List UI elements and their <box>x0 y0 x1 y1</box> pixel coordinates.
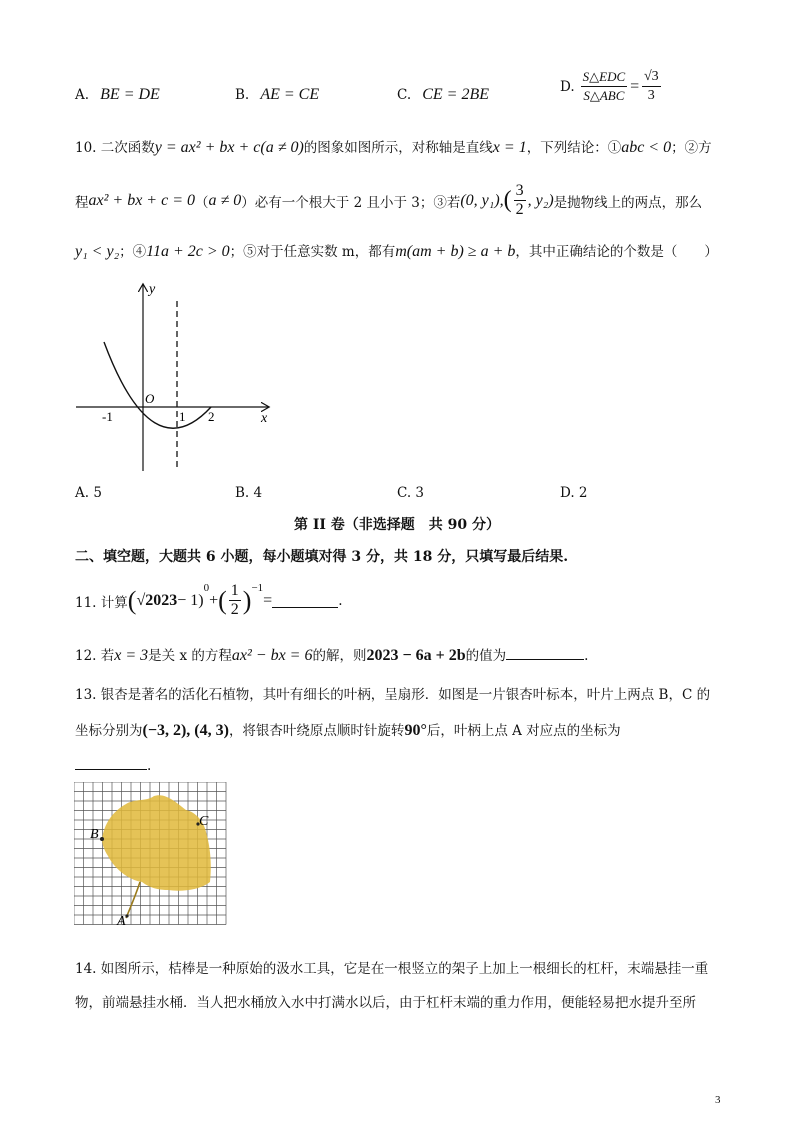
q13-answer-blank[interactable] <box>75 755 147 770</box>
q12: 12. 若x = 3是关 x 的方程ax² − bx = 6的解，则2023 − 6a + 2b的值为 . <box>75 647 589 664</box>
parabola-curve <box>104 342 211 428</box>
tick-label-neg1: -1 <box>102 409 113 424</box>
point-a-label: A <box>117 914 126 928</box>
q9-option-c: C. CE = 2BE <box>397 86 490 103</box>
q10-line-1: 10. 二次函数y = ax² + bx + c(a ≠ 0)的图象如图所示，对称轴是直线x = 1，下列结论：①abc < 0；②方 <box>75 139 712 156</box>
ginkgo-leaf <box>102 795 211 891</box>
q12-answer-blank[interactable] <box>506 645 584 660</box>
half-fraction: $\frac{1}{2}$ <box>230 582 239 618</box>
origin-label: O <box>145 391 155 406</box>
ginkgo-grid-figure <box>74 782 228 928</box>
section2-heading: 二、填空题，大题共 6 小题，每小题填对得 3 分，共 18 分，只填写最后结果. <box>75 549 569 565</box>
page-number: 3 <box>715 1094 721 1106</box>
point-c-label: C <box>199 814 209 829</box>
ginkgo-petiole <box>126 882 140 918</box>
q9-option-d: D. $\frac{\text{S△EDC}}{\text{S△ABC}}$ = $\frac{√3}{3}$ <box>560 69 659 103</box>
parabola-graph <box>70 275 280 475</box>
q14-line-2: 物，前端悬挂水桶．当人把水桶放入水中打满水以后，由于杠杆末端的重力作用，便能轻易把水提升至所 <box>75 995 696 1011</box>
q10-option-c: C. 3 <box>397 485 425 501</box>
q10-line-3: y₁ < y₂；④11a + 2c > 0；⑤对于任意实数 m，都有m(am + b) ≥ a + b，其中正确结论的个数是（ ） <box>75 243 718 260</box>
point-a-dot <box>125 914 128 917</box>
q11: 11. 计算 ( √2023 − 1) $^0$ + ( $\frac{1}{2}$ ) $^{-1}$ = . <box>75 582 343 618</box>
area-ratio-fraction: $\frac{\text{S△EDC}}{\text{S△ABC}}$ <box>582 69 626 103</box>
three-halves-fraction: $\frac{3}{2}$ <box>515 182 524 218</box>
q9-option-b: B. AE = CE <box>235 86 320 103</box>
q10-line-2: 程 ax² + bx + c = 0 （ a ≠ 0 ）必有一个根大于 2 且小于 3；③若 (0, y₁) , ( $\frac{3}{2}$ , y₂) 是抛物线上的两点，那么 <box>75 182 703 218</box>
q10-option-b: B. 4 <box>235 485 263 501</box>
q13-line-2: 坐标分别为(−3, 2), (4, 3)，将银杏叶绕原点顺时针旋转90°后，叶柄上点 A 对应点的坐标为 <box>75 722 621 739</box>
tick-label-2: 2 <box>208 409 215 424</box>
q9-option-a: A. BE = DE <box>75 86 160 103</box>
part2-title: 第 II 卷（非选择题 共 90 分） <box>293 517 501 533</box>
q13-line-3: . <box>75 755 151 774</box>
y-axis-label: y <box>149 282 156 297</box>
sqrt3-over-3-fraction: $\frac{√3}{3}$ <box>643 69 659 103</box>
point-b-label: B <box>90 827 99 842</box>
q10-option-a: A. 5 <box>75 485 102 501</box>
q13-line-1: 13. 银杏是著名的活化石植物，其叶有细长的叶柄，呈扇形．如图是一片银杏叶标本，叶片上两点 B，C 的 <box>75 687 711 703</box>
tick-label-1: 1 <box>179 409 186 424</box>
q10-option-d: D. 2 <box>560 485 588 501</box>
q14-line-1: 14. 如图所示，桔棒是一种原始的汲水工具，它是在一根竖立的架子上加上一根细长的杠杆，末端悬挂一重 <box>75 961 709 977</box>
point-b-dot <box>100 837 104 841</box>
q11-answer-blank[interactable] <box>272 593 338 608</box>
x-axis-label: x <box>261 411 268 426</box>
